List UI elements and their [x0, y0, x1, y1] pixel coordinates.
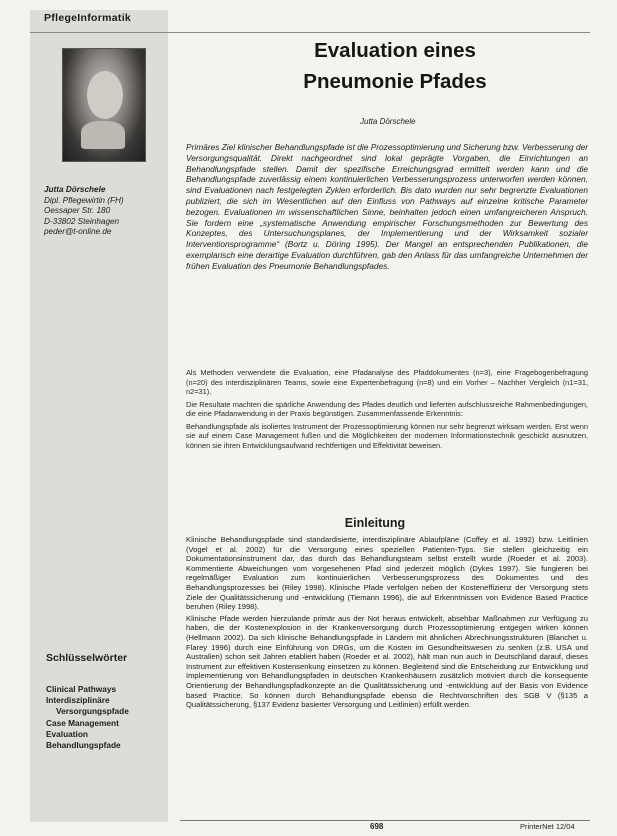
- footer-divider: [180, 820, 590, 821]
- section-heading: Einleitung: [344, 516, 406, 530]
- author-email: peder@t-online.de: [44, 227, 112, 236]
- summary-paragraph: Behandlungspfade als isoliertes Instrument der Prozessoptimierung können nur sehr begrenzt wirksam werden. Erst wenn sie auf einem Case Management fußen und die Möglichkeiten der modernen Informationstechnik geschickt ausnutzen, können sie ihren Entwicklungsaufwand rechtfertigen und Effektivität beweisen.: [186, 421, 588, 450]
- article-body: [186, 535, 588, 712]
- article-abstract: Primäres Ziel klinischer Behandlungspfade ist die Prozessoptimierung und Sicherung bzw. Verbesserung der Versorgungsqualität. Direkt nachgeordnet sind lokal geprägte Vorgaben, die Einrichtungen an Behandlungspfade stellen. Damit der spezifische Erreichungsgrad ermittelt werden kann und die Behandlungspfade zuverlässig einem kontinuierlichen Verbesserungsprozess unterworfen werden können, sind Evaluationen nach festgelegten Zyklen erforderlich. Bis dato wurden nur sehr begrenzte Evaluationen publiziert, die sich im Wesentlichen auf den Einfluss von Pathways auf einzelne kritische Parameter bezogen. Evaluationen im wissenschaftlichen Sinne, beinhalten jedoch einen umfangreicheren Anspruch. Sie fordern eine „systematische Anwendung empirischer Forschungsmethoden zur Bewertung des Konzeptes, des Untersuchungsplanes, der Implementierung und der Wirksamkeit sozialer Interventionsprogramme“ (Bortz u. Döring 1995). Der Mangel an entsprechenden Publikationen, die exemplarisch eine derartige Evaluation durchführen, gab den Anlass für das umfangreiche Unternehmen der frühen Evaluation des Pneumonie Behandlungspfades.: [186, 142, 588, 271]
- keyword-item: Behandlungspfade: [46, 740, 121, 751]
- page-number: 698: [370, 822, 384, 831]
- keyword-item: Case Management: [46, 717, 119, 728]
- author-city: D-33802 Steinhagen: [44, 216, 120, 226]
- article-title: [250, 35, 540, 97]
- author-photo-hand: [81, 121, 125, 149]
- keyword-item: Evaluation: [46, 728, 88, 739]
- article-title-line-2: Pneumonie Pfades: [303, 70, 487, 93]
- keywords-heading: Schlüsselwörter: [46, 652, 128, 664]
- journal-reference: PrinterNet 12/04: [520, 822, 575, 831]
- author-title: Dipl. Pflegewirtin (FH): [44, 195, 124, 205]
- body-paragraph: Klinische Behandlungspfade sind standardisierte, interdisziplinäre Ablaufpläne (Coffey et al. 1992) bzw. Leitlinien (Vogel et al. 2002) für die Versorgung eines speziellen Patienten-Typs. Sie stellen gleichzeitig ein Dokumentationsinstrument dar, das durch das Behandlungsteam selbst erstellt wurde (Roeder et al. 2003). Kommentierte Abweichungen vom vorgesehenen Pfad sind jederzeit möglich (Dykes 1997). Sie fungieren bei regelmäßiger Evaluation zum kontinuierlichen Verbesserungsprozess des Dokumentes und des Behandlungsprozesses bei (Riley 1998). Klinische Pfade verfolgen neben der Kosteneffizienz der Versorgung stets Ziele der Qualitätssicherung und -entwicklung (Tiemann 1996), die auf Erkenntnissen von Evidence Based Practice beruhen (Riley 1998).: [186, 535, 588, 612]
- article-title-line-1: Evaluation eines: [314, 39, 476, 62]
- article-byline: Jutta Dörschele: [360, 117, 416, 126]
- author-photo-face: [87, 71, 123, 119]
- summary-paragraph: Die Resultate machten die spärliche Anwendung des Pfades deutlich und lieferten aufschlussreiche Rahmenbedingungen, die eine Pfadanwendung in der Praxis begünstigen. Zusammenfassende Erkenntnis:: [186, 399, 588, 418]
- header-divider: [30, 32, 590, 33]
- body-paragraph: Klinische Pfade werden hierzulande primär aus der Not heraus entwickelt, absehbar Maßnahmen zur Verfügung zu haben, die der Kostenexplosion in der Krankenversorgung durch Prozessoptimierung entgegen wirken können (Hellmann 2002). Da sich klinische Behandlungspfade in Ländern mit ähnlichen Abrechnungsstrukturen (Blanchet u. Flarey 1996) durch eine Einführung von DRGs, um die Kosten im Gesundheitswesen zu senken (z.B. USA und Australien) schon seit Jahren etabliert haben (Roeder et al. 2002), hält man nun auch in Deutschland darauf, dieses Instrument zur effektiven Kostensenkung einsetzen zu können. Begleitend sind die Entscheidung zur Entwicklung und Implementierung von Behandlungspfaden in deutschen Krankenhäusern zusätzlich motiviert durch die konsequente Orientierung der Behandlungspfadkonzepte an die Qualitätssicherung und -entwicklung auf der Basis von Evidence based Practice. So können durch Behandlungspfade ebenso die Rechtvorschriften des SGB V (§135 a Qualitätssicherung, §137 Evidenz basierter Versorgung und Leitlinien) erfüllt werden.: [186, 613, 588, 710]
- author-photo: [62, 48, 146, 162]
- author-street: Oessaper Str. 180: [44, 206, 111, 215]
- summary-paragraph: Als Methoden verwendete die Evaluation, eine Pfadanalyse des Pfaddokumentes (n=3), eine Fragebogenbefragung (n=20) des interdisziplinären Teams, sowie eine Expertenbefragung (n=8) und ein Vorher – Nachher Vergleich (n1=31, n2=31).: [186, 368, 588, 396]
- author-name: Jutta Dörschele: [44, 185, 106, 194]
- keyword-item: Clinical Pathways: [46, 684, 117, 694]
- keywords-list: [46, 684, 164, 751]
- keyword-item: Interdisziplinäre Versorgungspfade: [46, 695, 129, 717]
- section-label: PflegeInformatik: [44, 12, 132, 24]
- author-contact: [44, 185, 164, 238]
- article-summary: [186, 368, 588, 453]
